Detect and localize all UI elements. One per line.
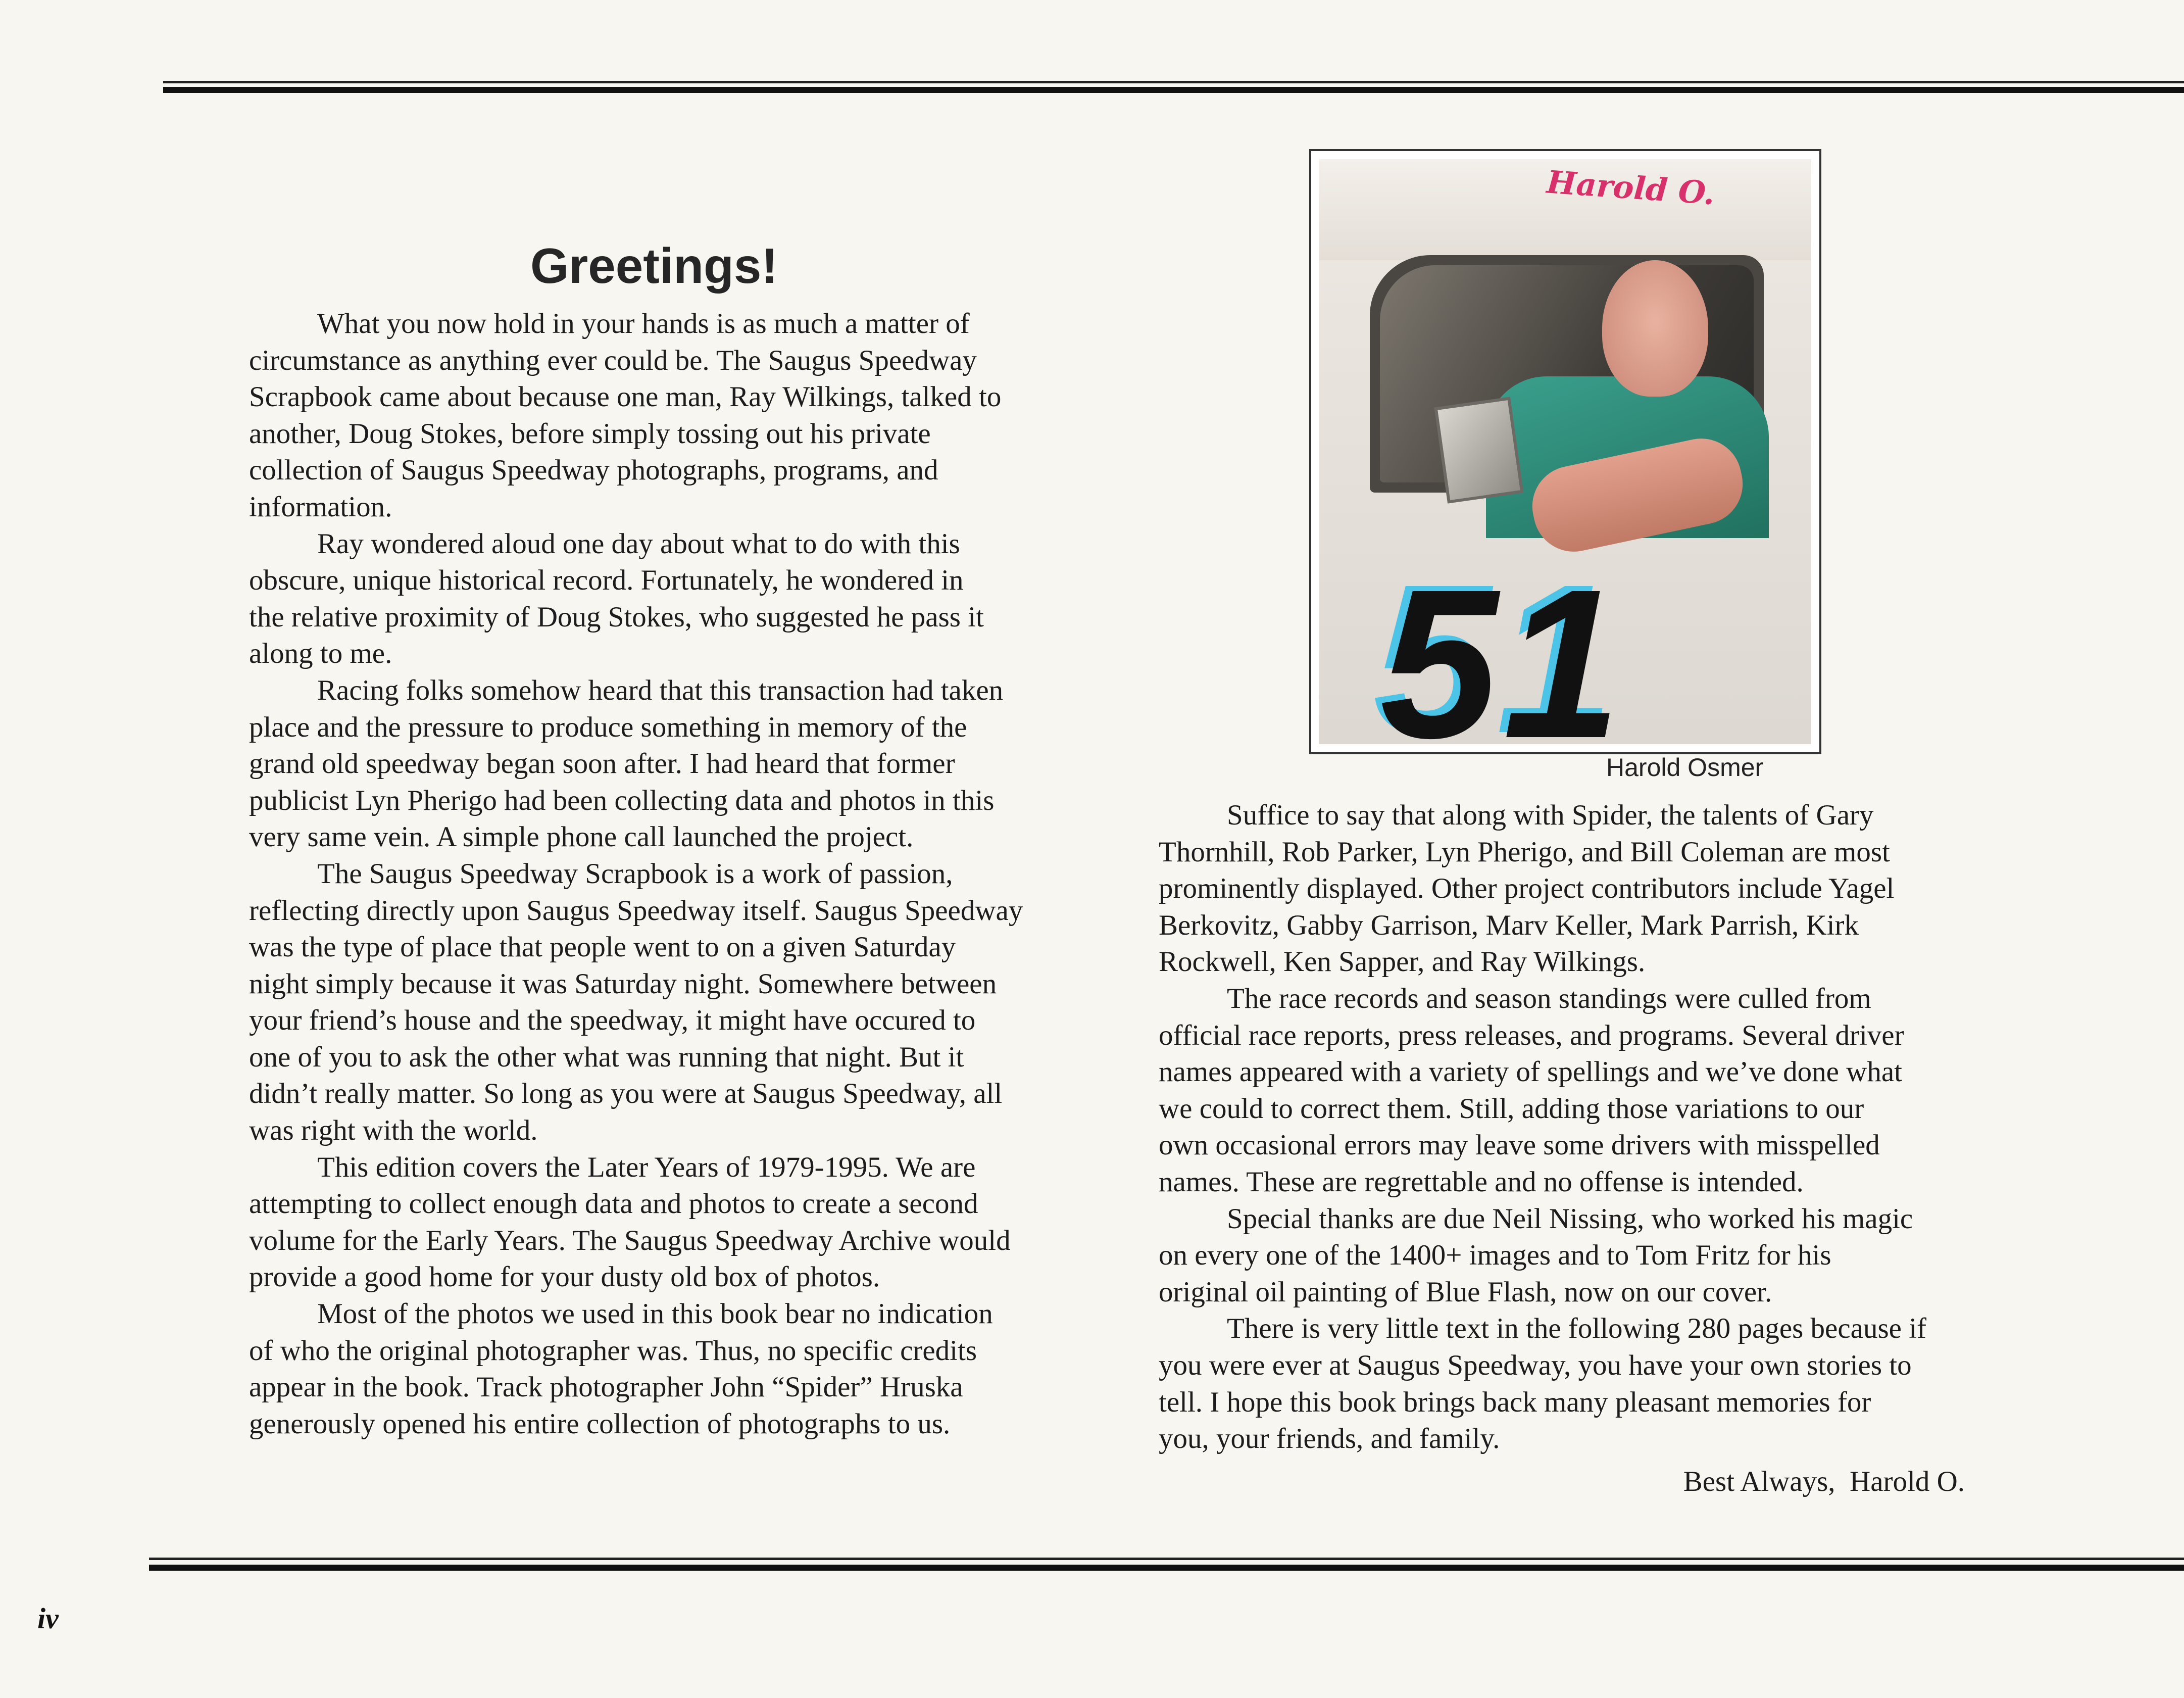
car-number: 51 bbox=[1380, 546, 1626, 744]
paragraph-line: The race records and season standings were culled from bbox=[1227, 982, 1871, 1014]
man-face bbox=[1602, 260, 1708, 397]
paragraph-line: Suffice to say that along with Spider, the talents of Gary bbox=[1227, 799, 1874, 831]
paragraph-line: on every one of the 1400+ images and to Tom Fritz for his bbox=[1159, 1239, 1831, 1272]
paragraph-line: another, Doug Stokes, before simply tossing out his private bbox=[249, 417, 931, 450]
paragraph-line: attempting to collect enough data and photos to create a second bbox=[249, 1188, 978, 1220]
paragraph-line: prominently displayed. Other project contributors include Yagel bbox=[1159, 872, 1895, 905]
paragraph-line: your friend’s house and the speedway, it might have occured to bbox=[249, 1004, 976, 1037]
paragraph-line: The Saugus Speedway Scrapbook is a work of passion, bbox=[317, 857, 953, 890]
top-rule bbox=[163, 81, 2184, 97]
signature: Best Always, Harold O. bbox=[1683, 1466, 1965, 1497]
left-column-text bbox=[249, 306, 1023, 1442]
paragraph-line: was the type of place that people went to on a given Saturday bbox=[249, 931, 956, 963]
right-column-text bbox=[1159, 797, 1926, 1458]
paragraph-line: was right with the world. bbox=[249, 1114, 538, 1147]
bottom-rule bbox=[149, 1558, 2184, 1575]
paragraph-line: Ray wondered aloud one day about what to do with this bbox=[317, 527, 960, 560]
paragraph-line: Racing folks somehow heard that this transaction had taken bbox=[317, 674, 1004, 706]
paragraph-line: names. These are regrettable and no offense is intended. bbox=[1159, 1166, 1804, 1198]
paragraph-line: This edition covers the Later Years of 1979-1995. We are bbox=[317, 1151, 976, 1183]
paragraph-line: you, your friends, and family. bbox=[1159, 1423, 1500, 1455]
page-number: iv bbox=[37, 1602, 59, 1635]
paragraph-line: There is very little text in the following 280 pages because if bbox=[1227, 1313, 1927, 1345]
paragraph-line: Thornhill, Rob Parker, Lyn Pherigo, and Bill Coleman are most bbox=[1159, 836, 1890, 868]
paragraph-line: one of you to ask the other what was running that night. But it bbox=[249, 1041, 964, 1073]
paragraph-line: circumstance as anything ever could be. The Saugus Speedway bbox=[249, 344, 977, 376]
paragraph-line: Rockwell, Ken Sapper, and Ray Wilkings. bbox=[1159, 946, 1646, 978]
paragraph-line: place and the pressure to produce something in memory of the bbox=[249, 711, 967, 743]
paragraph-line: collection of Saugus Speedway photographs, programs, and bbox=[249, 454, 938, 487]
paragraph-line: names appeared with a variety of spellings and we’ve done what bbox=[1159, 1056, 1902, 1088]
photo-harold-osmer-in-race-car bbox=[1319, 159, 1811, 744]
paragraph-line: you were ever at Saugus Speedway, you have your own stories to bbox=[1159, 1349, 1912, 1381]
paragraph-line: original oil painting of Blue Flash, now on our cover. bbox=[1159, 1276, 1772, 1308]
paragraph-line: didn’t really matter. So long as you were at Saugus Speedway, all bbox=[249, 1078, 1003, 1110]
paragraph-line: generously opened his entire collection of photographs to us. bbox=[249, 1408, 951, 1440]
paragraph-line: obscure, unique historical record. Fortunately, he wondered in bbox=[249, 564, 964, 597]
page-title: Greetings! bbox=[530, 238, 778, 294]
paragraph-line: Scrapbook came about because one man, Ray Wilkings, talked to bbox=[249, 381, 1002, 413]
paragraph-line: the relative proximity of Doug Stokes, who suggested he pass it bbox=[249, 601, 984, 633]
paragraph-line: own occasional errors may leave some drivers with misspelled bbox=[1159, 1129, 1880, 1161]
paragraph-line: we could to correct them. Still, adding those variations to our bbox=[1159, 1092, 1864, 1125]
paragraph-line: reflecting directly upon Saugus Speedway itself. Saugus Speedway bbox=[249, 894, 1023, 927]
paragraph-line: grand old speedway began soon after. I had heard that former bbox=[249, 748, 955, 780]
paragraph-line: night simply because it was Saturday night. Somewhere between bbox=[249, 967, 997, 1000]
paragraph-line: very same vein. A simple phone call launched the project. bbox=[249, 821, 914, 853]
paragraph-line: information. bbox=[249, 491, 392, 523]
paragraph-line: Berkovitz, Gabby Garrison, Marv Keller, Mark Parrish, Kirk bbox=[1159, 909, 1859, 941]
paragraph-line: of who the original photographer was. Thus, no specific credits bbox=[249, 1334, 977, 1367]
paragraph-line: Special thanks are due Neil Nissing, who worked his magic bbox=[1227, 1202, 1913, 1235]
paragraph-line: along to me. bbox=[249, 638, 392, 670]
side-mirror bbox=[1434, 397, 1523, 503]
paragraph-line: Most of the photos we used in this book bear no indication bbox=[317, 1298, 993, 1330]
paragraph-line: appear in the book. Track photographer John “Spider” Hruska bbox=[249, 1371, 963, 1403]
photo-caption: Harold Osmer bbox=[1606, 753, 1764, 782]
photo-frame bbox=[1309, 149, 1821, 754]
paragraph-line: What you now hold in your hands is as much a matter of bbox=[317, 308, 970, 339]
door-lettering: Harold O. bbox=[1545, 163, 1716, 212]
paragraph-line: tell. I hope this book brings back many pleasant memories for bbox=[1159, 1386, 1871, 1418]
paragraph-line: official race reports, press releases, and programs. Several driver bbox=[1159, 1019, 1904, 1051]
paragraph-line: provide a good home for your dusty old box of photos. bbox=[249, 1261, 880, 1293]
paragraph-line: volume for the Early Years. The Saugus Speedway Archive would bbox=[249, 1224, 1011, 1256]
paragraph-line: publicist Lyn Pherigo had been collecting data and photos in this bbox=[249, 784, 995, 816]
